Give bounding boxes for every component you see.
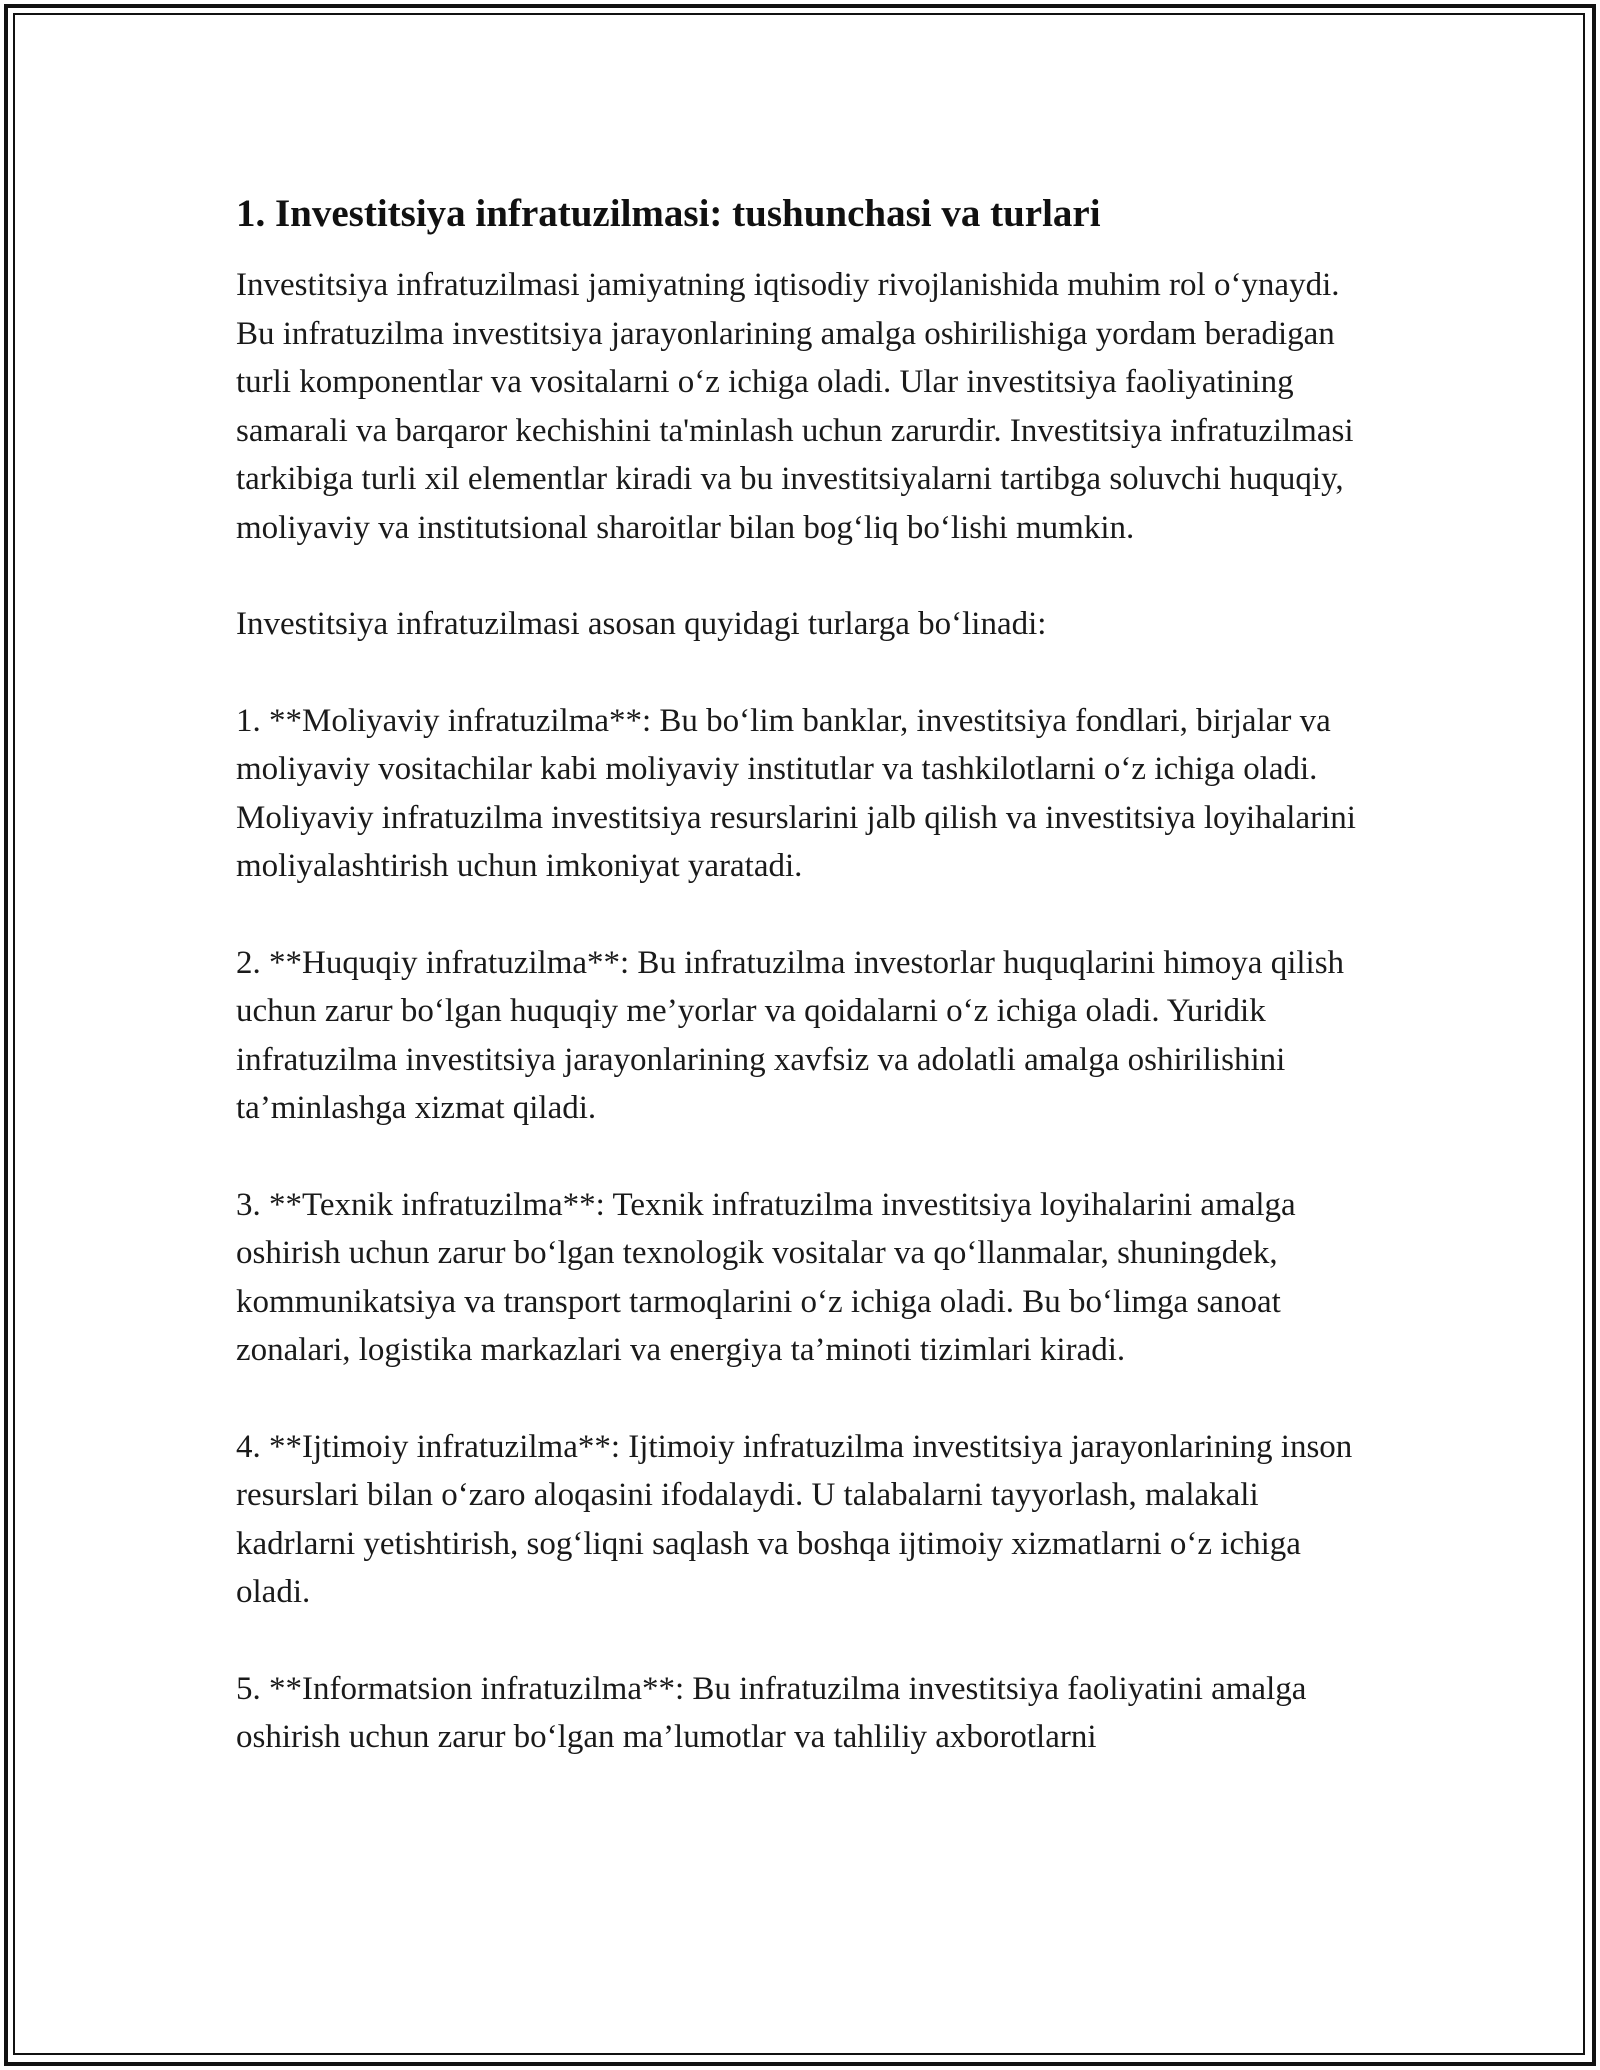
information-infrastructure-paragraph: 5. **Informatsion infratuzilma**: Bu infratuzilma investitsiya faoliyatini amalga oshirish uchun zarur boʻlgan ma’lumotlar va tahliliy axborotlarni <box>236 1670 1307 1755</box>
financial-infrastructure-paragraph: 1. **Moliyaviy infratuzilma**: Bu boʻlim banklar, investitsiya fondlari, birjalar va moliyaviy vositachilar kabi moliyaviy institutlar va tashkilotlarni oʻz ichiga oladi. Moliyaviy infratuzilma investitsiya resurslarini jalb qilish va investitsiya loyihalarini moliyalashtirish uchun imkoniyat yaratadi. <box>236 702 1356 884</box>
technical-infrastructure-paragraph: 3. **Texnik infratuzilma**: Texnik infratuzilma investitsiya loyihalarini amalga oshirish uchun zarur boʻlgan texnologik vositalar va qoʻllanmalar, shuningdek, kommunikatsiya va transport tarmoqlarini oʻz ichiga oladi. Bu boʻlimga sanoat zonalari, logistika markazlari va energiya ta’minoti tizimlari kiradi. <box>236 1186 1296 1368</box>
types-intro-paragraph: Investitsiya infratuzilmasi asosan quyidagi turlarga boʻlinadi: <box>236 606 1047 642</box>
social-infrastructure-paragraph: 4. **Ijtimoiy infratuzilma**: Ijtimoiy infratuzilma investitsiya jarayonlarining inson resurslari bilan oʻzaro aloqasini ifodalaydi. U talabalarni tayyorlash, malakali kadrlarni yetishtirish, sogʻliqni saqlash va boshqa ijtimoiy xizmatlarni oʻz ichiga oladi. <box>236 1428 1353 1610</box>
legal-infrastructure-paragraph: 2. **Huquqiy infratuzilma**: Bu infratuzilma investorlar huquqlarini himoya qilish uchun zarur boʻlgan huquqiy me’yorlar va qoidalarni oʻz ichiga oladi. Yuridik infratuzilma investitsiya jarayonlarining xavfsiz va adolatli amalga oshirilishini ta’minlashga xizmat qiladi. <box>236 944 1345 1126</box>
intro-paragraph: Investitsiya infratuzilmasi jamiyatning iqtisodiy rivojlanishida muhim rol oʻynaydi. Bu infratuzilma investitsiya jarayonlarining amalga oshirilishiga yordam beradigan turli komponentlar va vositalarni oʻz ichiga oladi. Ular investitsiya faoliyatining samarali va barqaror kechishini ta'minlash uchun zarurdir. Investitsiya infratuzilmasi tarkibiga turli xil elementlar kiradi va bu investitsiyalarni tartibga soluvchi huquqiy, moliyaviy va institutsional sharoitlar bilan bogʻliq boʻlishi mumkin. <box>236 267 1354 546</box>
section-title: 1. Investitsiya infratuzilmasi: tushunchasi va turlari <box>236 192 1101 235</box>
document-body <box>236 188 1372 1762</box>
